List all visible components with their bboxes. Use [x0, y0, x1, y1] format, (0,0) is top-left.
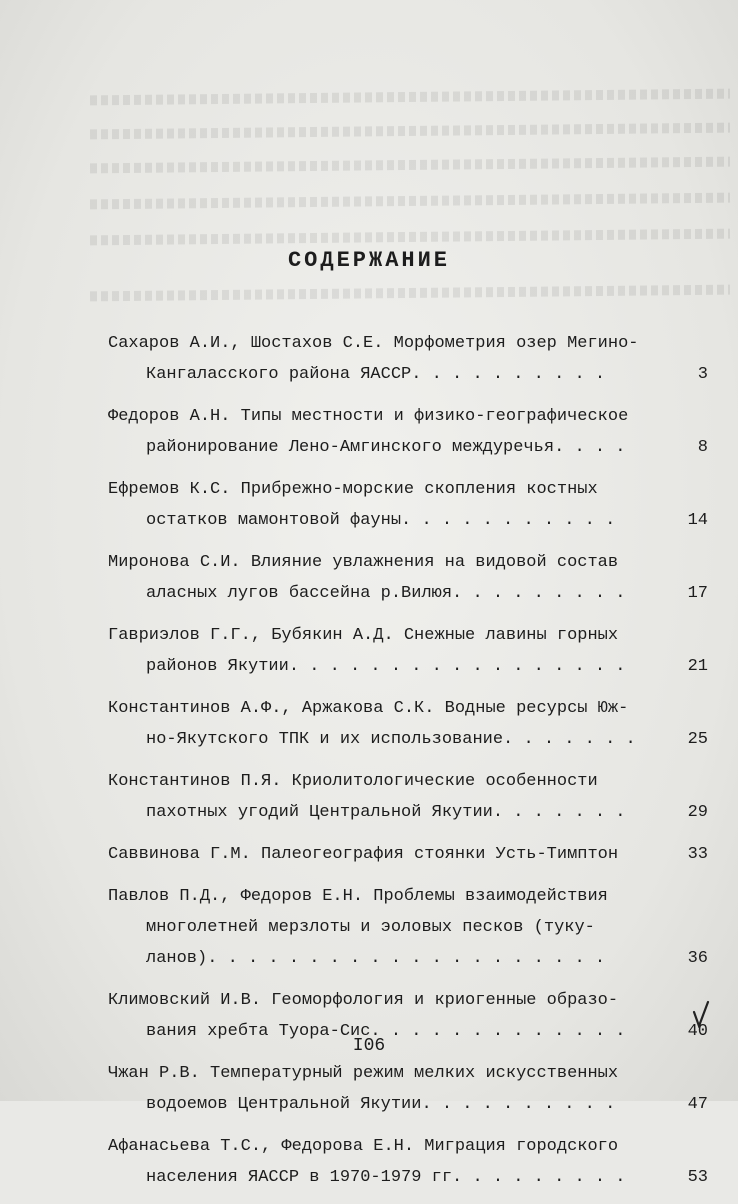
bleed-through-line [90, 285, 730, 302]
bleed-through-line [90, 123, 730, 140]
toc-entry-line: Афанасьева Т.С., Федорова Е.Н. Миграция городского [108, 1137, 619, 1156]
toc-entry-line: ланов). . . . . . . . . . . . . . . . . . . . [146, 949, 606, 968]
toc-entry-line: Павлов П.Д., Федоров Е.Н. Проблемы взаимодействия [108, 887, 608, 906]
toc-entry [108, 1131, 708, 1193]
toc-page-number: 21 [687, 657, 708, 676]
toc-entry-line: районов Якутии. . . . . . . . . . . . . . . . . [146, 657, 626, 676]
page-number: I06 [352, 1036, 386, 1056]
toc-entry-line: Константинов А.Ф., Аржакова С.К. Водные ресурсы Юж- [108, 699, 629, 718]
toc-entry-line: остатков мамонтовой фауны. . . . . . . . . . . [146, 511, 616, 530]
toc-entry-line: Кангаласского района ЯАССР. . . . . . . . . . [146, 365, 606, 384]
table-of-contents [108, 328, 708, 1204]
toc-entry [108, 766, 708, 828]
toc-page-number: 29 [687, 803, 708, 822]
toc-entry-line: Ефремов К.С. Прибрежно-морские скопления костных [108, 480, 598, 499]
toc-entry-line: но-Якутского ТПК и их использование. . . . . . . [146, 730, 636, 749]
toc-page-number: 33 [687, 845, 708, 864]
toc-entry-line: Федоров А.Н. Типы местности и физико-географическое [108, 407, 629, 426]
bleed-through-line [90, 229, 730, 246]
toc-entry-line: Константинов П.Я. Криолитологические особенности [108, 772, 598, 791]
toc-page-number: 25 [687, 730, 708, 749]
bleed-through-line [90, 193, 730, 210]
toc-entry [108, 328, 708, 390]
toc-entry [108, 620, 708, 682]
toc-entry [108, 474, 708, 536]
toc-entry [108, 547, 708, 609]
toc-page-number: 40 [687, 1022, 708, 1041]
toc-entry-line: Миронова С.И. Влияние увлажнения на видовой состав [108, 553, 619, 572]
toc-page-number: 14 [687, 511, 708, 530]
toc-entry-line: вания хребта Туора-Сис. . . . . . . . . . . . . [146, 1022, 626, 1041]
toc-page-number: 8 [697, 438, 708, 457]
toc-entry-line: Саввинова Г.М. Палеогеография стоянки Усть-Тимптон [108, 845, 619, 864]
toc-entry-line: Гавриэлов Г.Г., Бубякин А.Д. Снежные лавины горных [108, 626, 619, 645]
toc-entry-line: Климовский И.В. Геоморфология и криогенные образо- [108, 991, 619, 1010]
toc-entry [108, 1058, 708, 1120]
toc-entry-line: аласных лугов бассейна р.Вилюя. . . . . . . . . [146, 584, 626, 603]
check-icon [692, 1000, 710, 1028]
toc-entry-line: многолетней мерзлоты и эоловых песков (туку- [146, 918, 595, 937]
toc-entry [108, 693, 708, 755]
toc-page-number: 3 [697, 365, 708, 384]
bleed-through-line [90, 157, 730, 174]
toc-entry-line: пахотных угодий Центральной Якутии. . . . . . . [146, 803, 626, 822]
toc-entry-line: районирование Лено-Амгинского междуречья. . . . [146, 438, 626, 457]
bleed-through-line [90, 89, 730, 106]
toc-entry-line: Чжан Р.В. Температурный режим мелких искусственных [108, 1064, 619, 1083]
toc-page-number: 47 [687, 1095, 708, 1114]
toc-entry [108, 839, 708, 870]
toc-page-number: 17 [687, 584, 708, 603]
toc-page-number: 36 [687, 949, 708, 968]
toc-entry-line: населения ЯАССР в 1970-1979 гг. . . . . . . . . [146, 1168, 626, 1187]
page-title: СОДЕРЖАНИЕ [287, 248, 451, 273]
toc-entry-line: водоемов Центральной Якутии. . . . . . . . . . [146, 1095, 616, 1114]
toc-entry [108, 401, 708, 463]
toc-entry-line: Сахаров А.И., Шостахов С.Е. Морфометрия озер Мегино- [108, 334, 639, 353]
toc-page-number: 53 [687, 1168, 708, 1187]
toc-entry [108, 881, 708, 974]
